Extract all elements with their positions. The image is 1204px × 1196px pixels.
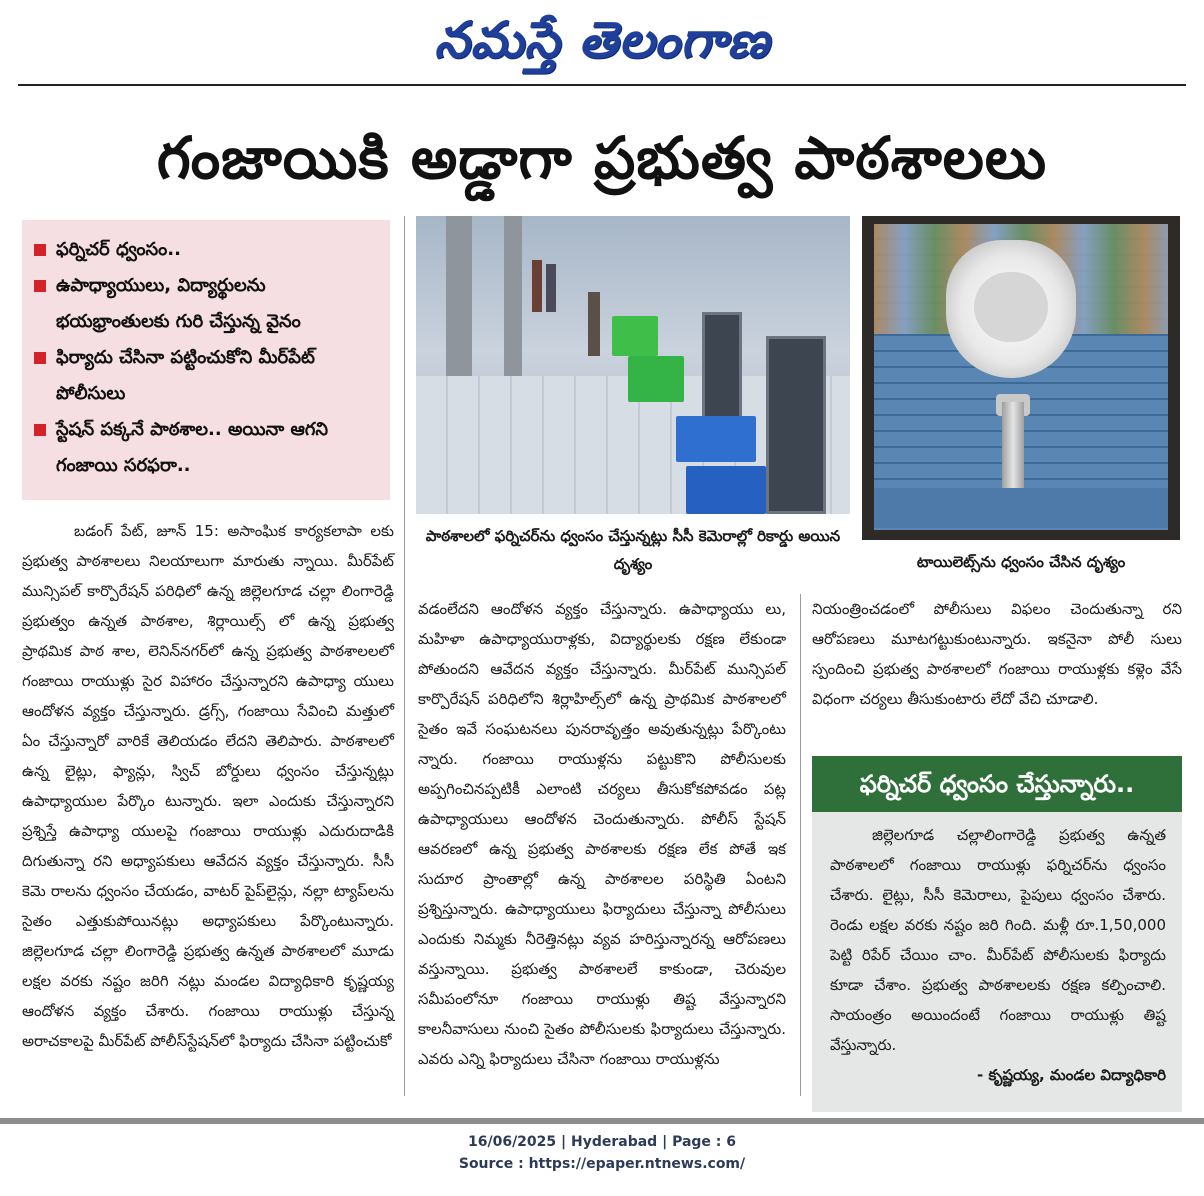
photo-door: [766, 336, 826, 514]
footer-dateline: 16/06/2025 | Hyderabad | Page : 6: [467, 1134, 737, 1150]
photo-ledge: [874, 488, 1168, 528]
highlights-box: [22, 220, 390, 500]
article-column-3: నియంత్రించడంలో పోలీసులు విఫలం చెందుతున్నా రని ఆరోపణలు మూటగట్టుకుంటున్నారు. ఇకనైనా పోలీ సులు స్పందించి ప్రభుత్వ పాఠశాలలో గంజాయి రాయుళ్లకు కళ్లెం వేసే విధంగా చర్యలు తీసుకుంటారు లేదో వేచి చూడాలి.: [812, 600, 1182, 708]
article-column-1: బడంగ్ పేట్, జూన్ 15: అసాంఘిక కార్యకలాపా లకు ప్రభుత్వ పాఠశాలలు నిలయాలుగా మారుతు న్నాయి. మీర్‌పేట్ మున్సిపల్ కార్పొరేషన్ పరిధిలో ఉన్న జిల్లెలగూడ చల్లా లింగారెడ్డి ప్రభుత్వం ఉన్నత పాఠశాల, శిర్లాయిల్స్ లో ఉన్న ప్రభుత్వ ప్రాథమిక పాఠ శాల, లెనిన్‌నగర్‌లో ఉన్న ప్రభుత్వ పాఠశాలలలో గంజాయి రాయుళ్లు సైర విహారం చేస్తున్నారని ఉపాధ్యా యులు ఆందోళన వ్యక్తం చేస్తున్నారు. డ్రగ్స్, గంజాయి సేవించి మత్తులో ఏం చేస్తున్నారో వారికే తెలియడం లేదని తెలిపారు. పాఠశాలలో ఉన్న లైట్లు, ఫ్యాన్లు, స్విచ్ బోర్డులు ధ్వంసం చేస్తున్నట్లు ఉపాధ్యాయుల పేర్కొం టున్నారు. ఇలా ఎందుకు చేస్తున్నారని ప్రశ్నిస్తే ఉపాధ్యా యులపై గంజాయి రాయుళ్లు ఎదురుదాడికి దిగుతున్నా రని అధ్యాపకులు ఆవేదన వ్యక్తం చేస్తున్నారు. సీసీ కెమె రాలను ధ్వంసం చేయడం, వాటర్ పైప్‌లైన్లు, నల్లా ట్యాప్‌లను సైతం ఎత్తుకుపోయినట్లు అధ్యాపకులు పేర్కొంటున్నారు. జిల్లెలగూడ చల్లా లింగారెడ్డి ప్రభుత్వ ఉన్నత పాఠశాలలో మూడు లక్షల వరకు నష్టం జరిగి నట్లు మండల విద్యాధికారి కృష్ణయ్య ఆందోళన వ్యక్తం చేశారు. గంజాయి రాయుళ్లు చేస్తున్న అరాచకాలపై మీర్‌పేట్ పోలీస్‌స్టేషన్‌లో ఫిర్యాదు చేసినా పట్టించుకో: [22, 522, 394, 1050]
highlight-text: ఫర్నిచర్ ధ్వంసం..: [56, 239, 181, 260]
article-column-2: వడంలేదని ఆందోళన వ్యక్తం చేస్తున్నారు. ఉపాధ్యాయు లు, మహిళా ఉపాధ్యాయురాళ్లకు, విద్యార్థులకు రక్షణ లేకుండా పోతుందని ఆవేదన వ్యక్తం చేస్తున్నారు. మీర్‌పేట్ మున్సిపల్ కార్పొరేషన్ పరిధిలోని శిర్లాహిల్స్‌లో ఉన్న ప్రాథమిక పాఠశాలలో సైతం ఇవే సంఘటనలు పునరావృత్తం అవుతున్నట్లు పేర్కొంటు న్నారు. గంజాయి రాయుళ్లను పట్టుకొని పోలీసులకు అప్పగించినప్పటికీ ఎలాంటి చర్యలు తీసుకోకపోవడం పట్ల ఉపాధ్యాయులు ఆందోళన చెందుతున్నారు. పోలీస్ స్టేషన్ ఆవరణలో ఉన్న ప్రభుత్వ పాఠశాలకు రక్షణ లేక పోతే ఇక సుదూర ప్రాంతాల్లో ఉన్న పాఠశాలల పరిస్థితి ఏంటని ప్రశ్నిస్తున్నారు. ఉపాధ్యాయులు ఫిర్యాదులు చేస్తున్నా పోలీసులు ఎందుకు నిమ్మకు నీరెత్తినట్లు వ్యవ హరిస్తున్నారన్న ఆరోపణలు వస్తున్నాయి. ప్రభుత్వ పాఠశాలలే కాకుండా, చెరువుల సమీపంలోనూ గంజాయి రాయుళ్లు తిష్ట వేస్తున్నారని కాలనీవాసులు నుంచి సైతం పోలీసులకు ఫిర్యాదులు చేస్తున్నారు. ఎవరు ఎన్ని ఫిర్యాదులు చేసినా గంజాయి రాయుళ్లను: [418, 600, 786, 1068]
bottom-rule: [0, 1118, 1204, 1124]
photo-bench: [612, 316, 658, 356]
photo-person: [588, 292, 600, 356]
photo-urinal-bowl: [974, 272, 1048, 342]
photo-bench: [676, 416, 756, 462]
bullet-icon: [34, 352, 46, 364]
highlight-text: ఉపాధ్యాయులు, విద్యార్థులను భయభ్రాంతులకు గురి చేస్తున్న వైనం: [56, 275, 301, 332]
bullet-icon: [34, 244, 46, 256]
headline: గంజాయికి అడ్డాగా ప్రభుత్వ పాఠశాలలు: [156, 124, 1048, 192]
bullet-icon: [34, 424, 46, 436]
bullet-icon: [34, 280, 46, 292]
photo-bench: [686, 466, 766, 514]
cctv-photo: [416, 216, 850, 514]
photo-person: [546, 264, 556, 312]
column-divider: [404, 216, 405, 1096]
sidebar-body: జిల్లెలగూడ చల్లాలింగారెడ్డి ప్రభుత్వ ఉన్నత పాఠశాలలో గంజాయి రాయుళ్లు ఫర్నిచర్‌ను ధ్వంసం చేశారు. లైట్లు, సీసీ కెమెరాలు, పైపులు ధ్వంసం చేశారు. రెండు లక్షల వరకు నష్టం జరి గింది. మళ్లీ రూ.1,50,000 పెట్టి రిపేర్ చేయిం చాం. మీర్‌పేట్ పోలీసులకు ఫిర్యాదు కూడా చేశాం. ప్రభుత్వ పాఠశాలలకు రక్షణ కల్పించాలి. సాయంత్రం అయిందంటే గంజాయి రాయుళ్లు తిష్ట వేస్తున్నారు.: [830, 826, 1166, 1054]
highlight-text: స్టేషన్ పక్కనే పాఠశాల.. అయినా ఆగని గంజాయి సరఫరా..: [56, 419, 328, 476]
sidebar-heading: ఫర్నిచర్ ధ్వంసం చేస్తున్నారు..: [812, 756, 1182, 812]
toilet-photo: [862, 216, 1180, 540]
photo-bench: [628, 356, 684, 402]
photo1-caption: పాఠశాలలో ఫర్నిచర్‌ను ధ్వంసం చేస్తున్నట్లు సీసీ కెమెరాల్లో రికార్డు అయిన దృశ్యం: [425, 527, 841, 573]
highlight-item: [34, 412, 380, 484]
sidebar-signature: - కృష్ణయ్య, మండల విద్యాధికారి: [977, 1066, 1166, 1084]
masthead: [0, 4, 1204, 76]
top-rule: [18, 84, 1186, 86]
quote-sidebar: [812, 756, 1182, 1112]
highlight-item: [34, 268, 380, 340]
photo2-caption: టాయిలెట్స్‌ను ధ్వంసం చేసిన దృశ్యం: [916, 553, 1126, 571]
photo-person: [532, 260, 542, 312]
masthead-logo: నమస్తే తెలంగాణ: [434, 10, 770, 69]
column-divider: [800, 594, 801, 1096]
highlight-item: [34, 232, 380, 268]
footer-source: Source : https://epaper.ntnews.com/: [458, 1156, 746, 1172]
highlight-item: [34, 340, 380, 412]
highlight-text: ఫిర్యాదు చేసినా పట్టించుకోని మీర్‌పేట్ పోలీసులు: [56, 347, 315, 404]
